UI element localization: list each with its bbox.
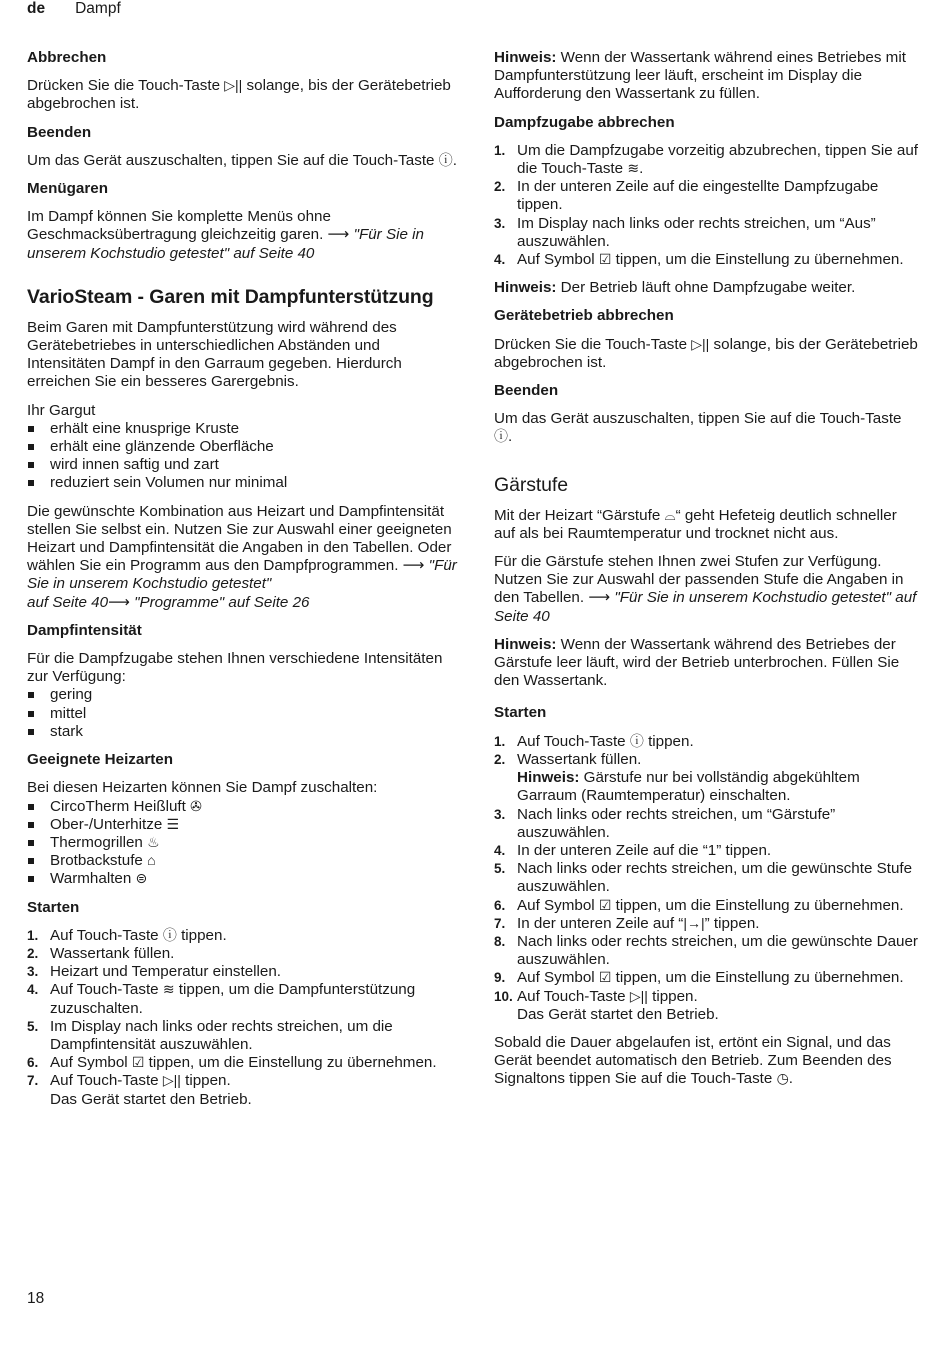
- arrow-icon: ⟶: [108, 593, 130, 611]
- step-item: 5. Nach links oder rechts streichen, um die gewünschte Stufe auszuwählen.: [494, 860, 913, 896]
- heading-dampfintensitaet: Dampfintensität: [27, 621, 142, 639]
- heading-dampfzugabe-abbrechen: Dampfzugabe abbrechen: [494, 113, 675, 131]
- list-item: CircoTherm Heißluft ✇: [27, 798, 459, 816]
- steam-icon: ≋: [627, 160, 640, 177]
- step-item: 2. Wassertank füllen.: [27, 944, 175, 962]
- list-item: stark: [27, 723, 459, 741]
- list-item: mittel: [27, 705, 459, 723]
- keep-warm-icon: ⊜: [135, 870, 148, 887]
- hinweis-note: Hinweis: Der Betrieb läuft ohne Dampfzugabe weiter.: [494, 279, 856, 297]
- variosteam-intro: Beim Garen mit Dampfunterstützung wird während des Gerätebetriebes in unterschiedlichen Abständen und Intensitäten Dampf in den Garraum gegeben. Hierdurch erreichen Sie ein besseres Garergebnis.: [27, 318, 402, 391]
- top-bottom-heat-icon: ☰: [166, 815, 180, 832]
- arrow-icon: ⟶: [588, 589, 611, 607]
- intensity-list: [27, 686, 459, 741]
- abbrechen-text: Drücken Sie die Touch-Taste ▷|| solange, bis der Gerätebetrieb abgebrochen ist.: [27, 77, 451, 113]
- list-item: Ober-/Unterhitze ☰: [27, 816, 459, 834]
- combination-text: Die gewünschte Kombination aus Heizart und Dampfintensität stellen Sie selbst ein. Nutzen Sie zur Auswahl einer geeigneten Heizart und Dampfintensität die Angaben in den Tabellen. Oder wählen Sie ein Programm aus den Dampfprogrammen. ⟶ "Für Sie in unserem Kochstudio getestet" auf Seite 40⟶ "Programme" auf Seite 26: [27, 502, 457, 611]
- page-number: 18: [27, 1290, 45, 1307]
- page-header: [27, 0, 121, 18]
- gaerstufe-intro: Mit der Heizart “Gärstufe ⌓“ geht Hefeteig deutlich schneller auf als bei Raumtemperatur und trocknet nicht aus.: [494, 506, 897, 542]
- step-item: 3. Heizart und Temperatur einstellen.: [27, 963, 282, 981]
- list-item: reduziert sein Volumen nur minimal: [27, 474, 459, 492]
- power-icon: ⓘ: [494, 428, 508, 445]
- step-item: 7. In der unteren Zeile auf “|→|” tippen.: [494, 914, 760, 932]
- step-item: 10. Auf Touch-Taste ▷|| tippen. Das Gerät startet den Betrieb.: [494, 987, 719, 1023]
- proofing-icon: ⌓: [664, 506, 676, 523]
- step-item: 9. Auf Symbol ☑ tippen, um die Einstellung zu übernehmen.: [494, 969, 904, 987]
- dampfzugabe-steps: [494, 142, 919, 269]
- list-item: erhält eine knusprige Kruste: [27, 420, 459, 438]
- confirm-icon: ☑: [598, 896, 612, 913]
- heizarten-text: Bei diesen Heizarten können Sie Dampf zuschalten:: [27, 779, 378, 797]
- section-title: Dampf: [75, 0, 121, 17]
- confirm-icon: ☑: [598, 251, 612, 268]
- heading-beenden: Beenden: [27, 123, 92, 141]
- beenden-text: Um das Gerät auszuschalten, tippen Sie auf die Touch-Taste ⓘ.: [27, 151, 457, 169]
- list-item: Thermogrillen ♨: [27, 834, 459, 852]
- duration-icon: |→|: [683, 914, 705, 931]
- power-icon: ⓘ: [162, 926, 177, 943]
- start-stop-icon: ▷||: [629, 987, 648, 1004]
- step-item: 8. Nach links oder rechts streichen, um die gewünschte Dauer auszuwählen.: [494, 932, 918, 969]
- start-stop-icon: ▷||: [162, 1072, 181, 1089]
- step-item: 2. Wassertank füllen. Hinweis: Gärstufe nur bei vollständig abgekühltem Garraum (Raumtemperatur) einschalten.: [494, 750, 860, 805]
- heading-starten: Starten: [494, 704, 547, 722]
- gaerstufe-text: Für die Gärstufe stehen Ihnen zwei Stufen zur Verfügung. Nutzen Sie zur Auswahl der passenden Stufe die Angaben in den Tabellen. ⟶ "Für Sie in unserem Kochstudio getestet" auf Seite 40: [494, 553, 917, 625]
- cross-reference-link[interactable]: auf Seite 40: [27, 593, 109, 611]
- heading-variosteam: VarioSteam - Garen mit Dampfunterstützung: [27, 285, 434, 308]
- geraetebetrieb-text: Drücken Sie die Touch-Taste ▷|| solange, bis der Gerätebetrieb abgebrochen ist.: [494, 335, 918, 371]
- heading-starten: Starten: [27, 898, 80, 916]
- fan-icon: ✇: [190, 797, 202, 814]
- cross-reference-link[interactable]: "Programme" auf Seite 26: [134, 593, 310, 611]
- step-item: 2. In der unteren Zeile auf die eingestellte Dampfzugabe tippen.: [494, 178, 879, 214]
- gargut-list: [27, 420, 459, 493]
- cross-reference-link[interactable]: "Für Sie in unserem Kochstudio getestet": [27, 557, 457, 593]
- gargut-list-title: Ihr Gargut: [27, 401, 96, 419]
- arrow-icon: ⟶: [327, 226, 350, 244]
- list-item: wird innen saftig und zart: [27, 456, 459, 474]
- step-item: 1. Um die Dampfzugabe vorzeitig abzubrechen, tippen Sie auf die Touch-Taste ≋.: [494, 141, 919, 178]
- list-item: gering: [27, 686, 459, 704]
- language-code: de: [27, 0, 46, 17]
- right-column: [494, 49, 919, 1099]
- power-icon: ⓘ: [438, 151, 453, 168]
- list-item: Warmhalten ⊜: [27, 870, 459, 888]
- heading-gaerstufe: Gärstufe: [494, 473, 568, 496]
- heading-beenden: Beenden: [494, 382, 559, 400]
- heizarten-list: [27, 798, 459, 889]
- power-icon: ⓘ: [629, 732, 644, 749]
- bread-icon: ⌂: [147, 852, 156, 869]
- dampfintensitaet-text: Für die Dampfzugabe stehen Ihnen verschiedene Intensitäten zur Verfügung:: [27, 650, 443, 686]
- signal-text: Sobald die Dauer abgelaufen ist, ertönt ein Signal, und das Gerät beendet automatisch den Betrieb. Zum Beenden des Signaltons tippen Sie auf die Touch-Taste ◷.: [494, 1033, 892, 1088]
- step-item: 4. Auf Touch-Taste ≋ tippen, um die Dampfunterstützung zuzuschalten.: [27, 981, 416, 1017]
- gaerstufe-start-steps: [494, 733, 919, 1024]
- hinweis-note: Hinweis: Wenn der Wassertank während eines Betriebes mit Dampfunterstützung leer läuft, erscheint im Display die Aufforderung den Wassertank zu füllen.: [494, 49, 906, 103]
- list-item: erhält eine glänzende Oberfläche: [27, 438, 459, 456]
- heading-heizarten: Geeignete Heizarten: [27, 751, 174, 769]
- hinweis-note: Hinweis: Wenn der Wassertank während des Betriebes der Gärstufe leer läuft, wird der Betrieb unterbrochen. Füllen Sie den Wassertank.: [494, 635, 900, 690]
- confirm-icon: ☑: [598, 969, 612, 986]
- confirm-icon: ☑: [131, 1054, 145, 1071]
- menuegaren-text: Im Dampf können Sie komplette Menüs ohne Geschmacksübertragung gleichzeitig garen. ⟶ "Für Sie in unserem Kochstudio getestet" auf Seite 40: [27, 208, 424, 262]
- step-item: 6. Auf Symbol ☑ tippen, um die Einstellung zu übernehmen.: [27, 1054, 437, 1072]
- beenden-text: Um das Gerät auszuschalten, tippen Sie auf die Touch-Taste ⓘ.: [494, 410, 902, 446]
- step-item: 4. Auf Symbol ☑ tippen, um die Einstellung zu übernehmen.: [494, 251, 904, 269]
- heading-geraetebetrieb-abbrechen: Gerätebetrieb abbrechen: [494, 307, 674, 325]
- start-steps: [27, 927, 459, 1109]
- step-item: 6. Auf Symbol ☑ tippen, um die Einstellung zu übernehmen.: [494, 896, 904, 914]
- list-item: Brotbackstufe ⌂: [27, 852, 459, 870]
- step-item: 3. Im Display nach links oder rechts streichen, um “Aus” auszuwählen.: [494, 214, 876, 250]
- thermogrill-icon: ♨: [147, 833, 160, 850]
- steam-icon: ≋: [162, 981, 175, 998]
- left-column: [27, 49, 459, 1119]
- step-item: 1. Auf Touch-Taste ⓘ tippen.: [494, 732, 694, 750]
- step-item: 5. Im Display nach links oder rechts streichen, um die Dampfintensität auszuwählen.: [27, 1017, 393, 1053]
- step-item: 4. In der unteren Zeile auf die “1” tippen.: [494, 841, 772, 859]
- step-item: 3. Nach links oder rechts streichen, um “Gärstufe” auszuwählen.: [494, 805, 836, 841]
- heading-abbrechen: Abbrechen: [27, 49, 107, 66]
- timer-icon: ◷: [776, 1070, 789, 1087]
- step-item: 1. Auf Touch-Taste ⓘ tippen.: [27, 926, 227, 944]
- cross-reference-link[interactable]: "Für Sie in unserem Kochstudio getestet" auf Seite 40: [494, 589, 917, 625]
- arrow-icon: ⟶: [402, 557, 425, 575]
- heading-menuegaren: Menügaren: [27, 180, 109, 198]
- start-stop-icon: ▷||: [224, 77, 243, 94]
- cross-reference-link[interactable]: "Für Sie in unserem Kochstudio getestet" auf Seite 40: [27, 226, 424, 262]
- step-item: 7. Auf Touch-Taste ▷|| tippen. Das Gerät startet den Betrieb.: [27, 1072, 252, 1108]
- start-stop-icon: ▷||: [691, 335, 710, 352]
